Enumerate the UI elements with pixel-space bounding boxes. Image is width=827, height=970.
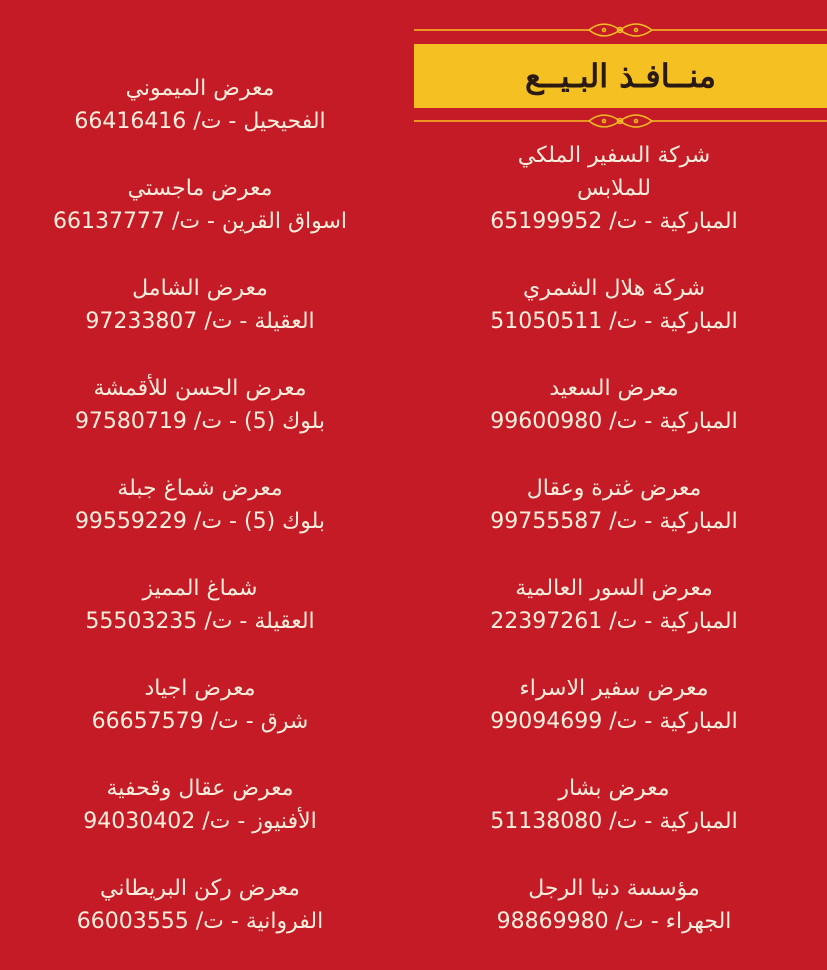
outlet-phone-prefix: - ت/ bbox=[609, 709, 653, 734]
outlet-area: المباركية bbox=[659, 809, 738, 834]
outlet-entry bbox=[414, 572, 814, 638]
outlet-phone: 66003555 bbox=[76, 909, 189, 934]
outlet-phone: 51050511 bbox=[490, 309, 603, 334]
outlet-phone-prefix: - ت/ bbox=[210, 709, 254, 734]
outlet-phone: 97580719 bbox=[74, 409, 187, 434]
outlet-area: الأفنيوز bbox=[252, 809, 317, 834]
outlet-name: معرض عقال وقحفية bbox=[106, 776, 294, 801]
outlet-address bbox=[414, 805, 814, 838]
outlet-area: المباركية bbox=[659, 509, 738, 534]
outlet-address bbox=[0, 405, 400, 438]
ornament-divider-top-icon bbox=[414, 20, 827, 40]
outlet-entry bbox=[414, 872, 814, 938]
outlet-address bbox=[0, 505, 400, 538]
outlet-area: المباركية bbox=[659, 609, 738, 634]
ornament-divider-bottom-icon bbox=[414, 111, 827, 131]
outlet-phone: 65199952 bbox=[490, 209, 603, 234]
outlet-entry bbox=[414, 372, 814, 438]
outlet-phone-prefix: - ت/ bbox=[609, 609, 653, 634]
outlet-area: بلوك (5) bbox=[243, 509, 326, 534]
outlet-phone-prefix: - ت/ bbox=[193, 109, 237, 134]
outlet-address bbox=[0, 205, 400, 238]
outlet-address bbox=[414, 305, 814, 338]
outlet-name: معرض الحسن للأقمشة bbox=[93, 376, 307, 401]
outlet-area: المباركية bbox=[659, 309, 738, 334]
outlet-name: معرض بشار bbox=[558, 776, 670, 801]
outlet-name: شماغ المميز bbox=[142, 576, 258, 601]
outlet-name: معرض ماجستي bbox=[127, 176, 273, 201]
outlet-name-line2: للملابس bbox=[576, 176, 651, 201]
outlet-area: المباركية bbox=[659, 409, 738, 434]
outlet-entry bbox=[414, 472, 814, 538]
outlet-phone: 66657579 bbox=[91, 709, 204, 734]
outlet-phone: 97233807 bbox=[85, 309, 198, 334]
outlet-address bbox=[0, 805, 400, 838]
outlet-phone: 94030402 bbox=[83, 809, 196, 834]
outlet-address bbox=[0, 905, 400, 938]
outlet-address bbox=[0, 105, 400, 138]
outlet-phone-prefix: - ت/ bbox=[193, 509, 237, 534]
outlet-entry bbox=[0, 772, 400, 838]
outlet-name: معرض ركن البريطاني bbox=[100, 876, 300, 901]
outlet-phone: 98869980 bbox=[496, 909, 609, 934]
outlet-entry bbox=[414, 672, 814, 738]
outlet-area: بلوك (5) bbox=[243, 409, 326, 434]
outlet-area: المباركية bbox=[659, 709, 738, 734]
outlet-entry bbox=[414, 139, 814, 238]
outlet-name: شركة السفير الملكي bbox=[517, 143, 711, 168]
outlet-entry bbox=[0, 872, 400, 938]
outlet-phone-prefix: - ت/ bbox=[195, 909, 239, 934]
outlet-name: معرض سفير الاسراء bbox=[519, 676, 709, 701]
outlet-phone: 99600980 bbox=[490, 409, 603, 434]
outlet-area: الفحيحيل bbox=[243, 109, 326, 134]
outlet-phone-prefix: - ت/ bbox=[609, 809, 653, 834]
outlet-phone-prefix: - ت/ bbox=[193, 409, 237, 434]
outlet-entry bbox=[0, 72, 400, 138]
outlet-name: معرض غترة وعقال bbox=[526, 476, 702, 501]
outlet-phone: 99094699 bbox=[490, 709, 603, 734]
outlet-address bbox=[414, 505, 814, 538]
outlet-entry bbox=[0, 672, 400, 738]
outlet-phone: 51138080 bbox=[490, 809, 603, 834]
outlet-phone-prefix: - ت/ bbox=[204, 309, 248, 334]
outlet-name: معرض السعيد bbox=[549, 376, 679, 401]
outlet-name: معرض السور العالمية bbox=[515, 576, 713, 601]
page-title: منــافـذ البـيــع bbox=[524, 57, 716, 95]
outlet-entry bbox=[0, 272, 400, 338]
outlet-address bbox=[414, 905, 814, 938]
outlet-phone: 99559229 bbox=[74, 509, 187, 534]
outlet-phone-prefix: - ت/ bbox=[202, 809, 246, 834]
outlet-entry bbox=[0, 572, 400, 638]
outlet-area: شرق bbox=[260, 709, 309, 734]
outlet-name: معرض اجياد bbox=[144, 676, 256, 701]
outlet-entry bbox=[0, 372, 400, 438]
outlet-address bbox=[414, 205, 814, 238]
outlet-area: الجهراء bbox=[665, 909, 732, 934]
outlet-area: المباركية bbox=[659, 209, 738, 234]
outlet-address bbox=[0, 705, 400, 738]
outlet-phone-prefix: - ت/ bbox=[609, 309, 653, 334]
outlet-phone: 55503235 bbox=[85, 609, 198, 634]
outlet-phone-prefix: - ت/ bbox=[609, 209, 653, 234]
outlet-name: معرض الشامل bbox=[132, 276, 268, 301]
outlet-area: العقيلة bbox=[254, 609, 315, 634]
outlet-address bbox=[414, 605, 814, 638]
outlet-entry bbox=[0, 172, 400, 238]
outlet-area: العقيلة bbox=[254, 309, 315, 334]
outlet-phone-prefix: - ت/ bbox=[609, 409, 653, 434]
outlet-phone-prefix: - ت/ bbox=[171, 209, 215, 234]
outlet-area: اسواق القرين bbox=[222, 209, 348, 234]
outlet-phone-prefix: - ت/ bbox=[615, 909, 659, 934]
outlet-phone-prefix: - ت/ bbox=[204, 609, 248, 634]
outlet-address bbox=[414, 405, 814, 438]
outlet-entry bbox=[0, 472, 400, 538]
outlet-address bbox=[0, 605, 400, 638]
header-banner bbox=[414, 44, 827, 108]
outlet-area: الفروانية bbox=[245, 909, 324, 934]
outlet-entry bbox=[414, 772, 814, 838]
outlet-phone: 99755587 bbox=[490, 509, 603, 534]
outlet-name: معرض الميموني bbox=[125, 76, 275, 101]
outlet-address bbox=[0, 305, 400, 338]
outlet-entry bbox=[414, 272, 814, 338]
outlet-name: مؤسسة دنيا الرجل bbox=[528, 876, 700, 901]
outlet-phone: 66137777 bbox=[52, 209, 165, 234]
outlet-phone-prefix: - ت/ bbox=[609, 509, 653, 534]
outlet-phone: 66416416 bbox=[74, 109, 187, 134]
outlet-name: شركة هلال الشمري bbox=[522, 276, 706, 301]
outlet-name: معرض شماغ جبلة bbox=[117, 476, 283, 501]
outlet-address bbox=[414, 705, 814, 738]
outlet-phone: 22397261 bbox=[490, 609, 603, 634]
